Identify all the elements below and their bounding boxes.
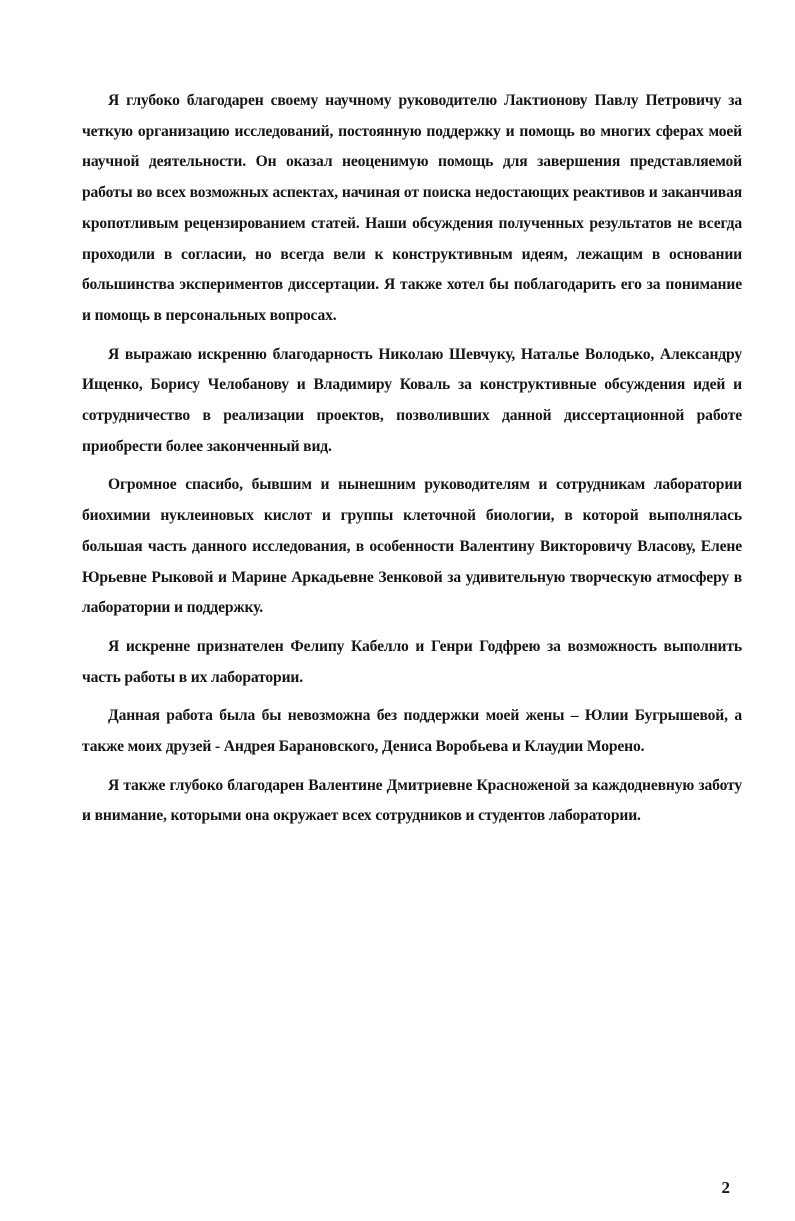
- paragraph-family-friends: Данная работа была бы невозможна без поддержки моей жены – Юлии Бугрышевой, а также моих друзей - Андрея Барановского, Дениса Воробьева и Клаудии Морено.: [82, 707, 742, 756]
- paragraph-supervisor: Я глубоко благодарен своему научному руководителю Лактионову Павлу Петровичу за четкую организацию исследований, постоянную поддержку и помощь во многих сферах моей научной деятельности. Он оказал неоценимую помощь для завершения представляемой работы во всех возможных аспектах, начиная от поиска недостающих реактивов и заканчивая кропотливым рецензированием статей. Наши обсуждения полученных результатов не всегда проходили в согласии, но всегда вели к конструктивным идеям, лежащим в основании большинства экспериментов диссертации. Я также хотел бы поблагодарить его за понимание и помощь в персональных вопросах.: [82, 92, 742, 324]
- paragraph-laboratory: Огромное спасибо, бывшим и нынешним руководителям и сотрудникам лаборатории биохимии нуклеиновых кислот и группы клеточной биологии, в которой выполнялась большая часть данного исследования, в особенности Валентину Викторовичу Власову, Елене Юрьевне Рыковой и Марине Аркадьевне Зенковой за удивительную творческую атмосферу в лаборатории и поддержку.: [82, 476, 742, 617]
- paragraph-krasnozhen: Я также глубоко благодарен Валентине Дмитриевне Красноженой за каждодневную заботу и внимание, которыми она окружает всех сотрудников и студентов лаборатории.: [82, 776, 742, 825]
- paragraph-collaborators: Я выражаю искренню благодарность Николаю Шевчуку, Наталье Володько, Александру Ищенко, Борису Челобанову и Владимиру Коваль за конструктивные обсуждения идей и сотрудничество в реализации проектов, позволивших данной диссертационной работе приобрести более законченный вид.: [82, 345, 742, 455]
- paragraph-cabello-godfrey: Я искренне признателен Фелипу Кабелло и Генри Годфрею за возможность выполнить часть работы в их лаборатории.: [82, 637, 742, 686]
- page-number: 2: [721, 1178, 730, 1197]
- acknowledgements-body: [82, 86, 742, 840]
